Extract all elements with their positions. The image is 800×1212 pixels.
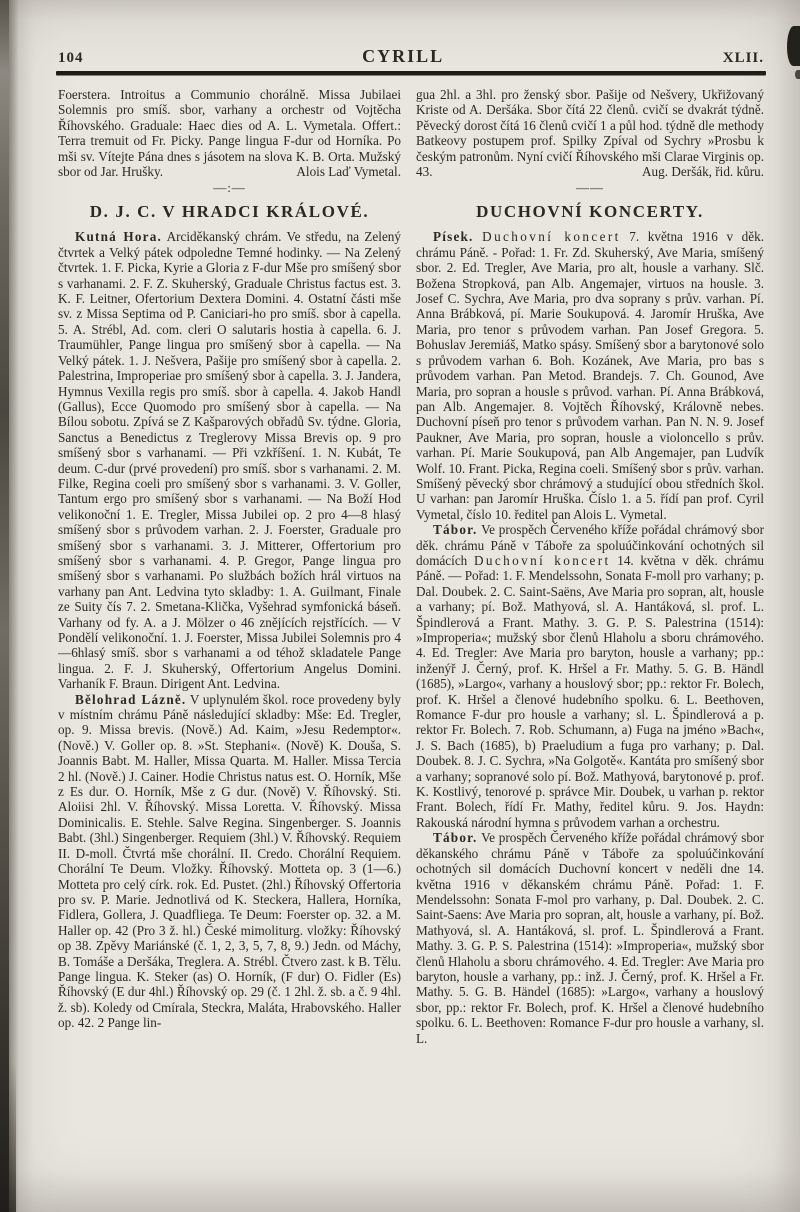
belohrad-paragraph (58, 692, 401, 1031)
scan-edge-mark (795, 70, 800, 79)
kutna-hora-paragraph (58, 229, 401, 691)
place-lead: Tábor. (433, 830, 478, 846)
tabor2-text: Ve prospěch Červeného kříže pořádal chrámový sbor děkanského chrámu Páně v Táboře za spoluúčinkování ochotných sil domácích Duchovní koncert v neděli dne 14. května 1916 v děkanském chrámu Páně. Pořad: 1. F. Mendelssohn: Sonata F-mol pro varhany, p. Dal. Doubek. 2. C. Saint-Saens: Ave Maria pro sopran, alt, housle a varhany, pí. Bož. Mathyová, sl. A. Hantáková, sl. prof. L. Špindlerová a Frant. Mathy. 3. G. P. S. Palestrina (1514): »Improperia«, mužský sbor členů Hlaholu a sboru chrámového. 4. Ed. Tregler: Ave Maria pro baryton, housle a varhany, pp.: inž. J. Černý, prof. K. Hršel a Fr. Mathy. 5. G. B. Händel (1685): »Largo«, varhany a houslový sbor, pp.: rektor Fr. Bolech, prof. K. Hršel a členové hudebního spolku. 6. L. Beethoven: Romance F-dur pro housle a varhany, sl. L. (416, 830, 764, 1046)
place-lead: Písek. (433, 229, 474, 245)
right-column (416, 87, 764, 1111)
scan-smudge (9, 1062, 16, 1212)
scan-edge-artifact (0, 0, 9, 1212)
belohrad-text: V uplynulém škol. roce provedeny byly v místním chrámu Páně následující skladby: Mše: Ed. Tregler, op. 9. Missa brevis. (Nově.) Ad. Kaim, »Jesu Redemptor«. (Nově.) V. Goller op. 8. »St. Stephani«. (Nově) K. Douša, S. Joannis Babt. M. Haller, Missa Quarta. M. Haller. Missa Tercia 2 hl. (Nově.) J. Cainer. Hodie Christus natus est. O. Horník, Mše z Es dur. O. Horník, Mše z G dur. (Nově) V. Říhovský. Sti. Aloiisi 2hl. V. Říhovský. Missa Loretta. V. Říhovský. Missa Dominicalis. E. Stehle. Salve Regina. Singenberger. S. Joannis Babt. (3hl.) Singenberger. Requiem (3hl.) V. Říhovský. Requiem II. D-moll. Čtvrtá mše chorální. II. Credo. Chorální Requiem. Chorální Te Deum. Vložky. Říhovský. Motteta op. 3 (1—6.) Motteta pro celý círk. rok. Ed. Pustet. (2hl.) Říhovský Offertoria pro sv. P. Marie. Jednotlivá od K. Steckera, Hallera, Horníka, Fidlera, Gollera, J. Quadfliega. Te Deum: Foerster op. 32. a M. Haller op. 42 (Pro 3 ž. hl.) České mimoliturg. vložky: Říhovský op 38. Zpěvy Mariánské (č. 1, 2, 3, 5, 7, 8, 9.) Jedn. od Máchy, B. Tomáše a Deršáka, Treglera. A. Strébl. Čtvero zast. k B. Tělu. Pange lingua. K. Steker (as) O. Horník, (F dur) O. Fidler (Es) Říhovský (E dur 4hl.) Říhovský op. 29 (č. 1 2hl. ž. sb. a č. 9 4hl. ž. sb). Koledy od Cmírala, Steckra, Maláta, Hrabovského. Haller op. 42. 2 Pange lin- (58, 691, 401, 1031)
tabor-paragraph-1 (416, 522, 764, 830)
emphasized-phrase: Duchovní koncert (482, 229, 621, 245)
tabor1-text-pre: Ve prospěch Červeného kříže pořádal chrámový sbor děk. chrámu Páně v Táboře za spoluúčinkování ochotných sil domácích (416, 522, 764, 568)
journal-title: CYRILL (362, 46, 445, 66)
tabor-paragraph-2 (416, 830, 764, 1046)
scan-edge-shadow (9, 0, 19, 1212)
section-divider: —— (576, 180, 604, 196)
text-columns (58, 87, 764, 1111)
place-lead: Bělohrad Lázně. (75, 691, 187, 707)
tabor1-text-post: 14. května v děk. chrámu Páně. — Pořad: 1. F. Mendelssohn, Sonata F-moll pro varhany; p. Dal. Doubek. 2. C. Saint-Saëns, Ave Maria pro sopran, alt, housle a varhany; pí. Bož. Mathyová, sl. A. Hantáková, sl. prof. L. Špindlerová a Frant. Mathy. 3. G. P. S. Palestrina (1514): »Improperia«; mužský sbor členů Hlaholu a sboru chrámového. 4. Ed. Tregler: Ave Maria pro baryton, housle a varhany; pp.: inženýř J. Černý, prof. K. Hršel a Fr. Mathy. 5. G. B. Händl (1685), »Largo«, varhany a houslový sbor; pp.: rektor Fr. Bolech, prof. K. Hršel a členové hudebního spolku. 6. L. Beethoven, Romance F-dur pro housle a varhany; sl. L. Špindlerová a p. rektor Fr. Bolech. 7. Rob. Schumann, a) Fuga na jméno »Bach«, J. S. Bach (1685), b) Praeludium a fuga pro varhany; p. Dal. Doubek. 8. J. C. Sychra, »Na Golgotě«. Kantáta pro smíšený sbor a varhany; sopranové solo pí. Bož. Mathyová, barytonové p. prof. K. Kostlivý, tenorové p. správce Mir. Doubek, u varhan p. rektor Frant. Bolech, řídí Fr. Mathy, ředitel kůru. 9. Jos. Haydn: Rakouská národní hymna s průvodem varhan a orchestru. (416, 552, 764, 830)
place-lead: Tábor. (433, 522, 478, 538)
volume-number: XLII. (722, 50, 764, 66)
emphasized-phrase: Duchovní koncert (473, 552, 611, 568)
pisek-text: 7. května 1916 v děk. chrámu Páně. - Pořad: 1. Fr. Zd. Skuherský, Ave Maria, smíšený sbor. 2. Ed. Tregler, Ave Maria, pro alt, housle a varhany. Slč. Božena Stropková, pan Alb. Angemajer, virtuos na housle. 3. Josef C. Sychra, Ave Maria, pro dva soprany s prův. varhan. Pí. Anna Brábková, pí. Marie Soukupová. 4. Jaromír Hruška, Ave Maria, pro tenor s průvodem varhan. Pan Josef Gregora. 5. Bohuslav Jeremiáš, Matko spásy. Smíšený sbor a barytonové solo s průvodem varhan 6. Boh. Kozánek, Ave Maria, pro bas s průvodem varhan. Pan Metod. Brandejs. 7. Ch. Gounod, Ave Maria, pro sopran a housle s průvod. varhan. Pí. Anna Brábková, pan Alb. Angemajer. 8. Vojtěch Říhovský, Královně nebes. Duchovní píseň pro tenor s průvodem varhan. Pan N. N. 9. Josef Paukner, Ave Maria, pro sopran, housle a violoncello s prův. varhan. Pí. Marie Soukupová, pan Alb Angemajer, pan Ludvík Wolf. 10. Frant. Picka, Regina coeli. Smíšený sbor s prův. varhan. Smíšený pěvecký sbor chrámový a studující obou středních škol. U varhan: pan Jaromír Hruška. Číslo 1. a 5. řídí pan prof. Cyril Vymetal, číslo 10. ředitel pan Alois L. Vymetal. (416, 229, 764, 522)
continuation-text: gua 2hl. a 3hl. pro ženský sbor. Pašije od Nešvery, Ukřižovaný Kriste od A. Deršáka. Sbor čítá 22 členů. cvičí se dvakrát týdně. Pěvecký dorost čítá 16 členů cvičí 1 a půl hod. týdně dle methody Batkeovy postupem prof. Spilky Zpíval od Sychry »Prosbu k českým patronům. Nyní cvičí Říhovského mši Clarae Virginis op. 43. (416, 87, 764, 180)
section-heading-hradec: D. J. C. V HRADCI KRÁLOVÉ. (89, 202, 370, 222)
place-lead: Kutná Hora. (75, 229, 163, 245)
author-signature: Alois Laď Vymetal. (296, 164, 401, 180)
section-heading-koncerty: DUCHOVNÍ KONCERTY. (476, 202, 704, 222)
author-signature: Aug. Deršák, řid. kůru. (642, 164, 764, 180)
pisek-paragraph (416, 229, 764, 522)
continuation-text: Foerstera. Introitus a Communio chorálně. Missa Jubilaei Solemnis pro smíš. sbor, varhany a orchestr od Vojtěcha Říhovského. Graduale: Haec dies od A. L. Vymetala. Offert.: Terra tremuit od Fr. Picky. Pange lingua F-dur od Horníka. Po mši sv. Vítejte Pána dnes s jásotem na slova K. B. Orta. Mužský sbor od Jar. Hrušky. (58, 87, 401, 180)
scan-corner-mark (787, 26, 800, 66)
kutna-hora-text: Arciděkanský chrám. Ve středu, na Zelený čtvrtek a Velký pátek odpoledne Temné hodinky. — Na Zelený čtvrtek. 1. F. Picka, Kyrie a Gloria z F-dur Mše pro smíšený sbor s varhanami. 2. F. Z. Skuherský, Graduale Christus factus est. 3. K. F. Leitner, Ofertorium Dextera Domini. 4. Ostatní části mše sv. z Missa Septima od P. Caniciari-ho pro smíš. sbor à capella. 5. A. Strébl, Ad. com. cleri O salutaris hostia à capella. 6. J. Traumühler, Pange lingua pro smíšený sbor à capella. — Na Velký pátek. 1. J. Nešvera, Pašije pro smíšený sbor à capella. 2. Palestrina, Improperiae pro smíšený sbor à capella. 3. J. Jandera, Hymnus Vexilla regis pro smíš. sbor à capella. 4. Jakob Handl (Gallus), Ecce Quomodo pro smíšený sbor à capella. — Na Bílou sobotu. Zpívá se Z Kašparových obřadů Sv. týdne. Gloria, Sanctus a Benedictus z Treglerovy Missa Brevis op. 9 pro smíšený sbor s varhanami. — Při vzkříšení. 1. N. Kubát, Te deum. C-dur (prvé provedení) pro smíš. sbor s varhanami. 2. M. Filke, Regina coeli pro smíšený sbor s varhanami. 3. V. Goller, Tantum ergo pro smíšený sbor s varhanami. — Na Boží Hod velikonoční 1. E. Tregler, Missa Jubilei op. 2 pro 4—8 hlasý smíšený sbor s průvodem varhan. 2. J. Foerster, Graduale pro smíšený sbor s varhanami. 3. J. Mitterer, Offertorium pro smíšený sbor s varhanami. 4. P. Gregor, Pange lingua pro smíšený sbor s varhanami. Po službách božích hrál virtuos na varhany pan Ant. Ledvina tyto skladby: 1. A. Guilmant, Finale ze Suity čís 7. 2. Smetana-Klička, Vyšehrad symfonická báseň. Varhany od fy. A. a J. Mölzer o 46 znějících rejstřících. — V Pondělí velikonoční. 1. J. Foerster, Missa Jubilei Solemnis pro 4—6hlasý smíš. sbor s varhanami a od téhož skladatele Pange lingua. 2. F. J. Skuherský, Offertorium Angelus Domini. Varhaník F. Braun. Dirigent Ant. Ledvina. (58, 229, 401, 692)
left-column (58, 87, 401, 1111)
header-rule (56, 71, 766, 75)
continuation-paragraph (58, 87, 401, 179)
continuation-paragraph (416, 87, 764, 179)
section-divider: —:— (213, 180, 246, 196)
page-header (58, 46, 764, 67)
page-number: 104 (58, 50, 84, 66)
